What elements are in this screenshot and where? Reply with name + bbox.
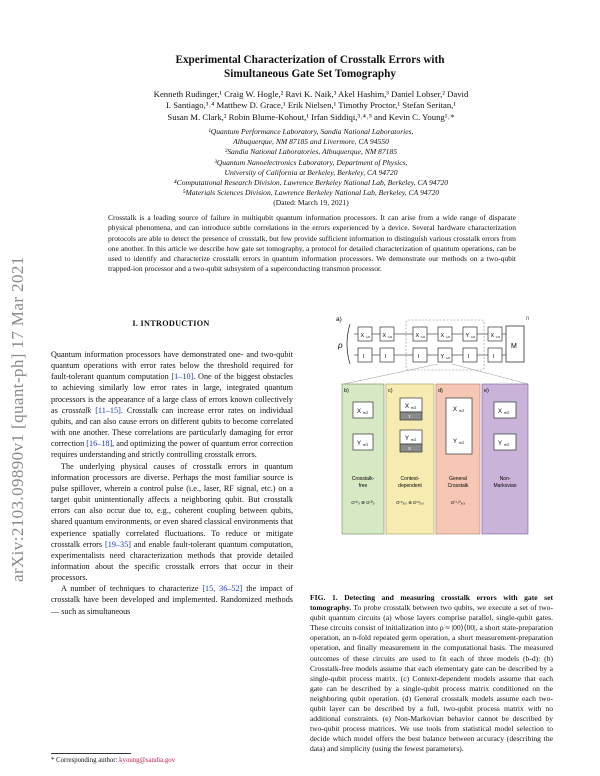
gate-subscript: π/2 — [411, 406, 417, 410]
affiliation-line: ¹Quantum Performance Laboratory, Sandia National Laboratories, — [208, 127, 414, 136]
n-repeat-label: n — [526, 316, 530, 322]
gate-label: X — [357, 409, 362, 415]
model-label: Crosstalk — [447, 483, 469, 489]
affiliation-line: ²Sandia National Laboratories, Albuquerque, NM 87185 — [224, 147, 398, 157]
model-label: Non- — [499, 476, 511, 482]
gate-subscript: π/2 — [470, 335, 476, 339]
gate-label: X — [382, 333, 387, 339]
abstract: Crosstalk is a leading source of failure in multiqubit quantum information processors. It can arise from a wide range of disparate physical phenomena, and can introduce subtle correlations in the errors experienced by a device. Several hardware characterization protocols are able to detect the presence of crosstalk, but few provide sufficient information to distinguish various crosstalk errors from one another. In this article we describe how gate set tomography, a protocol for detailed characterization of quantum operations, can be used to identify and characterize crosstalk errors in quantum information processors. We demonstrate our methods on a two-qubit trapped-ion processor and a two-qubit subsystem of a superconducting transmon processor. — [108, 213, 516, 274]
model-label: free — [358, 483, 368, 489]
affiliation-line: ³Quantum Nanoelectronics Laboratory, Department of Physics, — [214, 157, 408, 167]
affiliation-line: ⁵Materials Sciences Division, Lawrence Berkeley National Lab, Berkeley, CA 94720 — [182, 188, 440, 198]
citation-link[interactable]: [11–15] — [95, 405, 121, 415]
intro-paragraph-1 — [51, 349, 293, 461]
title-line-1: Experimental Characterization of Crosstalk Errors with — [175, 54, 445, 66]
gate-label: I — [385, 354, 387, 360]
authors-line-3: Susan M. Clark,² Robin Blume-Kohout,¹ Irfan Siddiqi,³˒⁴˒⁵ and Kevin C. Young¹˒* — [167, 111, 455, 122]
model-formula: G⁽¹⁾ₓ ⊗ G⁽²⁾ᵧ — [351, 500, 375, 505]
section-heading-introduction: I. INTRODUCTION — [132, 319, 210, 328]
conditional-label: X — [408, 446, 412, 451]
model-label: dependent — [398, 483, 422, 489]
gate-subscript: π/2 — [504, 443, 510, 447]
gate-subscript: π/2 — [363, 411, 369, 415]
figure-1 — [336, 312, 536, 582]
gate-column-germ-3 — [463, 327, 477, 362]
panel-e-non-markovian — [482, 384, 528, 534]
gate-label: I — [493, 354, 495, 360]
intro-column — [51, 349, 293, 617]
gate-subscript: π/2 — [420, 335, 426, 339]
model-formula: G⁽¹⁾ₓ,ᵧ ⊗ G⁽²⁾ᵧ,ₓ — [396, 500, 424, 505]
citation-link[interactable]: [19–35] — [105, 539, 131, 549]
gate-label: X — [405, 404, 410, 410]
text-run: . One of the biggest obstacles to achieving similarly low error rates in large, integrated quantum processors is the appearance of a large class of errors known collectively as — [51, 372, 293, 415]
affiliations — [86, 127, 536, 209]
panel-e-label: e) — [484, 388, 489, 394]
gate-label: Y — [357, 441, 362, 447]
gate-subscript: π/2 — [387, 335, 393, 339]
dated-line: (Dated: March 19, 2021) — [273, 198, 349, 208]
figure-1-caption — [310, 593, 553, 755]
text-run: and enable fault-tolerant quantum computation, experimentalists need characterization methods that provide detailed information about the specific crosstalk errors that occur in their processors. — [51, 539, 293, 583]
gate-subscript: π/2 — [495, 335, 501, 339]
model-label: General — [449, 476, 467, 482]
intro-paragraph-3 — [51, 583, 293, 616]
corresponding-email-link[interactable]: kyoung@sandia.gov — [119, 757, 176, 764]
panel-b-crosstalk-free — [342, 384, 384, 534]
measurement-symbol: M — [511, 343, 517, 350]
zoom-line-right — [452, 364, 528, 384]
caption-label: FIG. 1. — [310, 593, 338, 602]
gate-label: Y — [453, 439, 458, 445]
footnote-label: * Corresponding author: — [51, 757, 120, 764]
affiliation-line: Albuquerque, NM 87185 and Livermore, CA 94550 — [233, 137, 389, 147]
gate-subscript: π/2 — [363, 443, 369, 447]
panel-d-label: d) — [438, 388, 443, 394]
affiliation-line: University of California at Berkeley, Berkeley, CA 94720 — [224, 167, 398, 177]
title-line-2: Simultaneous Gate Set Tomography — [224, 68, 396, 80]
caption-body: To probe crosstalk between two qubits, we execute a set of two-qubit quantum circuits (a) whose layers comprise parallel, single-qubit gates. These circuits consist of initialization into ρ ≈ |00⟩⟨00|, a short state-preparation operation, an n-fold repeated germ operation, a short measurement-preparation operation, and finally measurement in the computational basis. The measured outcomes of these circuits are used to fit each of three models (b-d): (b) Crosstalk-free models assume that each elementary gate can be described by a single-qubit process matrix. (c) Context-dependent models assume that each gate can be described by a single-qubit process matrix conditioned on the neighboring qubit operation. (d) General crosstalk models assume each two-qubit layer can be described by a full, two-qubit process matrix with no additional constraints. (e) Non-Markovian behavior cannot be described by two-qubit process matrices. We use tools from statistical model selection to decide which model offers the best balance between accuracy (describing the data) and simplicity (using the fewest parameters). — [310, 603, 553, 754]
caption-title: Detecting and measuring crosstalk errors with gate set tomography. — [310, 593, 554, 613]
text-run: the impact of crosstalk have been developed and implemented. Randomized methods — such as simultaneous — [51, 584, 294, 616]
model-formula: G⁽¹˒²⁾ₓ,ᵧ — [450, 500, 466, 505]
rho-bracket — [347, 324, 350, 364]
text-run: , and optimizing the power of quantum error correction requires understanding and strictly controlling crosstalk errors. — [51, 439, 294, 460]
text-run: . Crosstalk can increase error rates on individual qubits, and can also cause errors on different qubits to become correlated with one another. These correlations are particularly damaging for error correction — [51, 405, 294, 449]
paper-title — [90, 53, 530, 81]
gate-label: X — [415, 333, 420, 339]
gate-label: Y — [498, 441, 503, 447]
gate-subscript: π/2 — [504, 411, 510, 415]
gate-subscript: π/2 — [411, 438, 417, 442]
gate-subscript: π/2 — [445, 335, 451, 339]
panel-d-general-crosstalk — [436, 384, 480, 534]
affiliation-line: ⁴Computational Research Division, Lawrence Berkeley National Lab, Berkeley, CA 94720 — [173, 178, 448, 188]
gate-column-prep-2 — [380, 327, 394, 362]
panel-a-label: a) — [336, 316, 342, 323]
gate-column-germ-2 — [438, 327, 452, 362]
conditional-label: Y — [408, 414, 412, 419]
gate-subscript: π/2 — [365, 335, 371, 339]
arxiv-stamp-wrapper — [0, 0, 30, 776]
gate-label: I — [468, 354, 470, 360]
gate-label: X — [498, 409, 503, 415]
authors-line-1: Kenneth Rudinger,¹ Craig W. Hogle,² Ravi K. Naik,³ Akel Hashim,³ Daniel Lobser,² David — [153, 89, 469, 99]
model-label: Markovian — [493, 483, 517, 489]
text-run: Quantum information processors have demonstrated one- and two-qubit quantum operations with error rates below the threshold required for fault-tolerant quantum computation — [51, 350, 293, 382]
gate-label: X — [440, 333, 445, 339]
authors-line-2: I. Santiago,³˒⁴ Matthew D. Grace,¹ Erik Nielsen,¹ Timothy Proctor,¹ Stefan Seritan,¹ — [165, 100, 457, 111]
arxiv-stamp[interactable]: arXiv:2103.09890v1 [quant-ph] 17 Mar 2021 — [8, 256, 27, 582]
emphasis-crosstalk: crosstalk — [61, 405, 92, 415]
gate-subscript: π/2 — [459, 441, 465, 445]
intro-paragraph-2 — [51, 461, 293, 584]
gate-label: I — [418, 354, 420, 360]
gate-column-germ-1 — [413, 327, 427, 362]
gate-subscript: π/2 — [445, 356, 451, 360]
gate-label: Y — [440, 354, 445, 360]
panel-c-context-dependent — [386, 384, 434, 534]
author-list — [86, 89, 536, 123]
citation-link[interactable]: [15, 36–52] — [202, 584, 243, 594]
footnote — [51, 757, 175, 764]
gate-label: I — [363, 354, 365, 360]
citation-link[interactable]: [1–10] — [171, 372, 194, 382]
rho-symbol: ρ — [338, 341, 343, 350]
gate-column-prep-1 — [358, 327, 372, 362]
text-run: A number of techniques to characterize — [61, 584, 203, 594]
model-label: Context- — [400, 476, 420, 482]
panel-c-label: c) — [388, 388, 393, 394]
citation-link[interactable]: [16–18] — [86, 439, 113, 449]
text-run: The underlying physical causes of crosstalk errors in quantum information processors are diverse. Perhaps the most familiar source is pulse spillover, wherein a control pulse (i.e., laser, RF signal, etc.) on a target qubit unintentionally affects a neighboring qubit. But crosstalk errors can also occur due to, e.g., coherent coupling between qubits, shared quantum environments, or even shared classical environments that experience spatially correlated fluctuations. To reduce or mitigate crosstalk errors — [51, 461, 293, 549]
zoom-line-left — [344, 364, 438, 384]
gate-label: X — [360, 333, 365, 339]
model-label: Crosstalk- — [351, 476, 375, 482]
gate-label: X — [453, 407, 458, 413]
gate-label: Y — [405, 436, 410, 442]
gate-subscript: π/2 — [459, 409, 465, 413]
gate-label: Y — [465, 333, 470, 339]
gate-label: X — [490, 333, 495, 339]
gate-column-meas-1 — [488, 327, 502, 362]
footnote-rule — [51, 753, 131, 754]
panel-b-label: b) — [344, 388, 349, 394]
